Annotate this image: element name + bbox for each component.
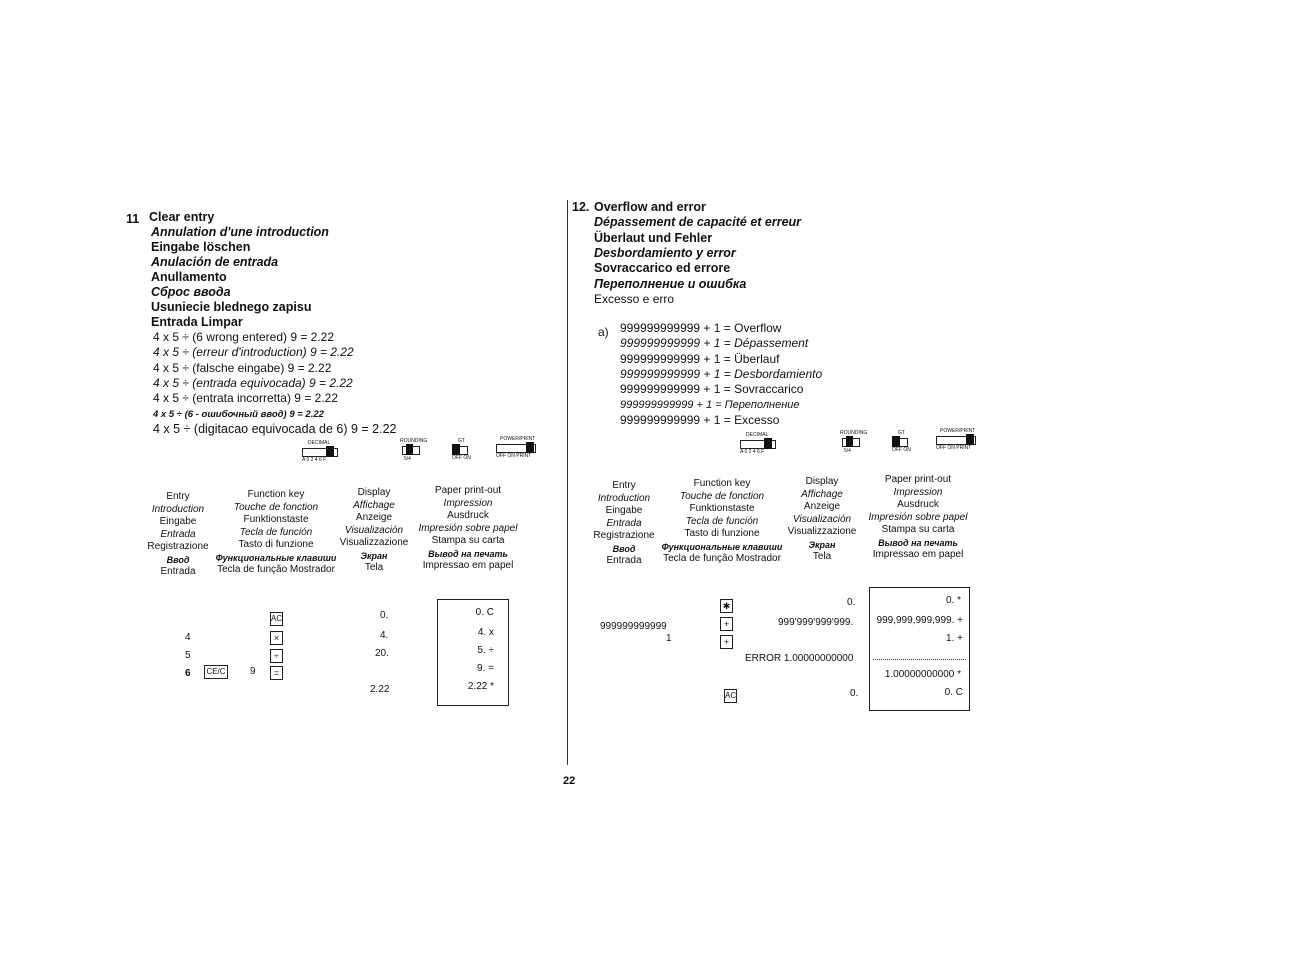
example-prefix: a) — [598, 325, 609, 339]
gt-switch-labels: OFF ON — [452, 455, 471, 461]
rounding-switch-labels: 5/4 — [844, 448, 851, 454]
column-cell: Funktionstaste — [243, 514, 309, 525]
column-cell: Touche de fonction — [233, 501, 319, 513]
paper-tape — [869, 587, 970, 711]
equals-key[interactable]: = — [270, 666, 283, 680]
column-cell: Registrazione — [593, 530, 655, 541]
entry-value: 1 — [666, 633, 672, 644]
column-cell: Tecla de função Mostrador — [217, 564, 335, 575]
entry-value: 999999999999 — [600, 621, 667, 632]
gt-switch-labels: OFF ON — [892, 447, 911, 453]
column-cell: Anzeige — [355, 512, 393, 523]
gt-switch — [450, 438, 474, 462]
entry-column — [586, 480, 662, 568]
column-cell: Tela — [812, 551, 832, 562]
power-switch-title: POWER/PRINT — [940, 428, 976, 434]
paper-line: 1. + — [946, 633, 963, 644]
decimal-switch-title: DECIMAL — [308, 440, 331, 446]
column-cell: Ввод — [166, 554, 190, 565]
right-title-line: Dépassement de capacité et erreur — [594, 215, 802, 230]
column-cell: Impresión sobre papel — [418, 522, 518, 534]
right-eq-line: 999999999999 + 1 = Overflow — [620, 321, 782, 335]
gt-switch-title: GT — [458, 438, 465, 444]
display-value: 0. — [847, 597, 856, 608]
entry-column — [140, 491, 216, 579]
column-cell: Registrazione — [147, 541, 209, 552]
column-cell: Функциональные клавиши — [661, 541, 783, 552]
column-cell: Visualizzazione — [339, 537, 409, 548]
column-cell: Eingabe — [159, 516, 197, 527]
column-cell: Stampa su carta — [431, 535, 505, 546]
decimal-switch-labels: A 0 2 4 6 F — [302, 457, 327, 463]
column-cell: Funktionstaste — [689, 503, 755, 514]
column-cell: Вывод на печать — [878, 537, 958, 548]
power-switch — [934, 428, 978, 452]
left-eq-line: 4 x 5 ÷ (falsche eingabe) 9 = 2.22 — [153, 360, 332, 375]
column-cell: Экран — [360, 550, 388, 561]
tear-line — [873, 659, 966, 660]
plus-key[interactable]: + — [720, 617, 733, 631]
power-switch-labels: OFF ON PRINT — [496, 453, 532, 459]
column-cell: Impressao em papel — [872, 549, 964, 560]
column-cell: Ausdruck — [447, 510, 489, 521]
gt-switch-title: GT — [898, 430, 905, 436]
paper-line: 1.00000000000 * — [884, 669, 961, 680]
left-title-line: Usuniecie blednego zapisu — [151, 300, 312, 314]
column-cell: Impressao em papel — [422, 560, 514, 571]
paper-line: 4. x — [477, 627, 494, 638]
column-cell: Eingabe — [605, 505, 643, 516]
column-cell: Paper print-out — [434, 485, 502, 496]
column-cell: Tasto di funzione — [684, 528, 760, 539]
page-number: 22 — [563, 775, 576, 787]
right-eq-line: 999999999999 + 1 = Überlauf — [620, 351, 780, 366]
paper-tape — [437, 599, 509, 706]
column-cell: Function key — [693, 478, 751, 489]
right-title-line: Overflow and error — [594, 200, 706, 214]
right-title-line: Переполнение и ошибка — [594, 276, 747, 291]
column-cell: Entrada — [606, 517, 642, 529]
decimal-switch — [738, 432, 778, 456]
display-column — [782, 476, 862, 564]
column-cell: Функциональные клавиши — [215, 552, 337, 563]
display-value: 20. — [375, 648, 389, 659]
right-eq-line: 999999999999 + 1 = Excesso — [620, 412, 780, 427]
column-cell: Impression — [443, 497, 493, 509]
column-cell: Tecla de função Mostrador — [663, 553, 781, 564]
column-cell: Impression — [893, 486, 943, 498]
right-title-line: Desbordamiento y error — [594, 245, 736, 260]
left-eq-line: 4 x 5 ÷ (6 - ошибочный ввод) 9 = 2.22 — [153, 408, 324, 420]
column-cell: Touche de fonction — [679, 490, 765, 502]
column-cell: Entrada — [160, 566, 196, 577]
column-cell: Tecla de función — [239, 526, 313, 538]
decimal-switch-title: DECIMAL — [746, 432, 769, 438]
column-cell: Introduction — [597, 492, 651, 504]
left-title-line: Anulación de entrada — [151, 255, 279, 269]
column-cell: Introduction — [151, 503, 205, 515]
column-cell: Tecla de función — [685, 515, 759, 527]
function-key-column — [652, 478, 792, 566]
right-title-line: Überlaut und Fehler — [594, 230, 713, 245]
multiply-key[interactable]: × — [270, 631, 283, 645]
left-title-line: Entrada Limpar — [151, 315, 243, 329]
right-eq-line: 999999999999 + 1 = Переполнение — [620, 398, 800, 411]
display-value: 2.22 — [370, 684, 390, 695]
right-eq-line: 999999999999 + 1 = Desbordamiento — [620, 366, 823, 381]
power-switch — [494, 436, 538, 460]
column-cell: Ввод — [612, 543, 636, 554]
left-eq-line: 4 x 5 ÷ (digitacao equivocada de 6) 9 = 2.22 — [153, 421, 397, 436]
column-cell: Tasto di funzione — [238, 539, 314, 550]
gt-switch — [890, 430, 914, 454]
plus-key[interactable]: + — [720, 635, 733, 649]
paper-line: 999,999,999,999. + — [876, 615, 963, 626]
left-eq-line: 4 x 5 ÷ (entrada equivocada) 9 = 2.22 — [153, 375, 353, 390]
column-cell: Paper print-out — [884, 474, 952, 485]
rounding-switch — [838, 430, 868, 456]
column-cell: Affichage — [801, 488, 843, 500]
column-cell: Visualización — [344, 524, 404, 536]
power-switch-title: POWER/PRINT — [500, 436, 536, 442]
divide-key[interactable]: ÷ — [270, 649, 283, 663]
power-switch-labels: OFF ON PRINT — [936, 445, 972, 451]
paper-column — [862, 474, 974, 562]
paper-line: 9. = — [477, 663, 494, 674]
right-eq-line: 999999999999 + 1 = Dépassement — [620, 336, 809, 351]
column-cell: Entrada — [160, 528, 196, 540]
display-error: ERROR 1.00000000000 — [745, 653, 854, 664]
rounding-switch-title: ROUNDING — [400, 438, 428, 444]
entry-value: 6 — [185, 668, 191, 679]
left-title-line: Eingabe löschen — [151, 240, 251, 254]
entry-value: 4 — [185, 632, 191, 643]
display-value: 0. — [380, 610, 389, 621]
left-title-line: Clear entry — [149, 210, 215, 224]
entry-value: 5 — [185, 650, 191, 661]
left-eq-line: 4 x 5 ÷ (entrata incorretta) 9 = 2.22 — [153, 391, 339, 406]
paper-line: 0. C — [475, 607, 494, 618]
display-value: 4. — [380, 630, 389, 641]
ac-key[interactable]: AC — [270, 612, 283, 626]
column-cell: Entry — [612, 480, 636, 491]
rounding-switch-labels: 5/4 — [404, 456, 411, 462]
display-value: 0. — [850, 688, 859, 699]
left-title-line: Anullamento — [151, 270, 227, 284]
column-cell: Вывод на печать — [428, 548, 508, 559]
paper-line: 0. * — [945, 595, 961, 606]
column-cell: Entrada — [606, 555, 642, 566]
paper-line: 0. C — [944, 687, 963, 698]
rounding-switch-title: ROUNDING — [840, 430, 868, 436]
asterisk-key[interactable]: ✱ — [720, 599, 733, 613]
column-cell: Entry — [166, 491, 190, 502]
left-title-line: Annulation d'une introduction — [151, 225, 329, 239]
left-title-line: Сброс ввода — [151, 285, 231, 299]
paper-line: 2.22 * — [467, 681, 494, 692]
ce-c-key[interactable]: CE/C — [204, 665, 228, 679]
column-cell: Ausdruck — [897, 499, 939, 510]
entry-value: 9 — [250, 666, 256, 677]
page-divider — [567, 200, 568, 765]
column-cell: Display — [357, 487, 391, 498]
left-eq-line: 4 x 5 ÷ (6 wrong entered) 9 = 2.22 — [153, 330, 335, 344]
column-cell: Impresión sobre papel — [868, 511, 968, 523]
right-eq-line: 999999999999 + 1 = Sovraccarico — [620, 382, 804, 397]
section-number-12: 12. — [572, 200, 590, 214]
column-cell: Visualización — [792, 513, 852, 525]
display-value: 999'999'999'999. — [778, 617, 854, 628]
right-title-line: Excesso e erro — [594, 291, 675, 306]
left-eq-line: 4 x 5 ÷ (erreur d'introduction) 9 = 2.22 — [153, 345, 354, 360]
decimal-switch — [300, 440, 340, 464]
display-column — [334, 487, 414, 575]
column-cell: Function key — [247, 489, 305, 500]
column-cell: Экран — [808, 539, 836, 550]
column-cell: Display — [805, 476, 839, 487]
column-cell: Stampa su carta — [881, 524, 955, 535]
right-title-line: Sovraccarico ed errore — [594, 261, 731, 276]
column-cell: Tela — [364, 562, 384, 573]
section-number-11: 11 — [126, 212, 140, 226]
paper-column — [412, 485, 524, 573]
paper-line: 5. ÷ — [477, 645, 494, 656]
function-key-column — [206, 489, 346, 577]
column-cell: Visualizzazione — [787, 526, 857, 537]
ac-key[interactable]: AC — [724, 689, 737, 703]
rounding-switch — [398, 438, 428, 464]
decimal-switch-labels: A 0 2 4 6 F — [740, 449, 765, 455]
column-cell: Affichage — [353, 499, 395, 511]
column-cell: Anzeige — [803, 501, 841, 512]
